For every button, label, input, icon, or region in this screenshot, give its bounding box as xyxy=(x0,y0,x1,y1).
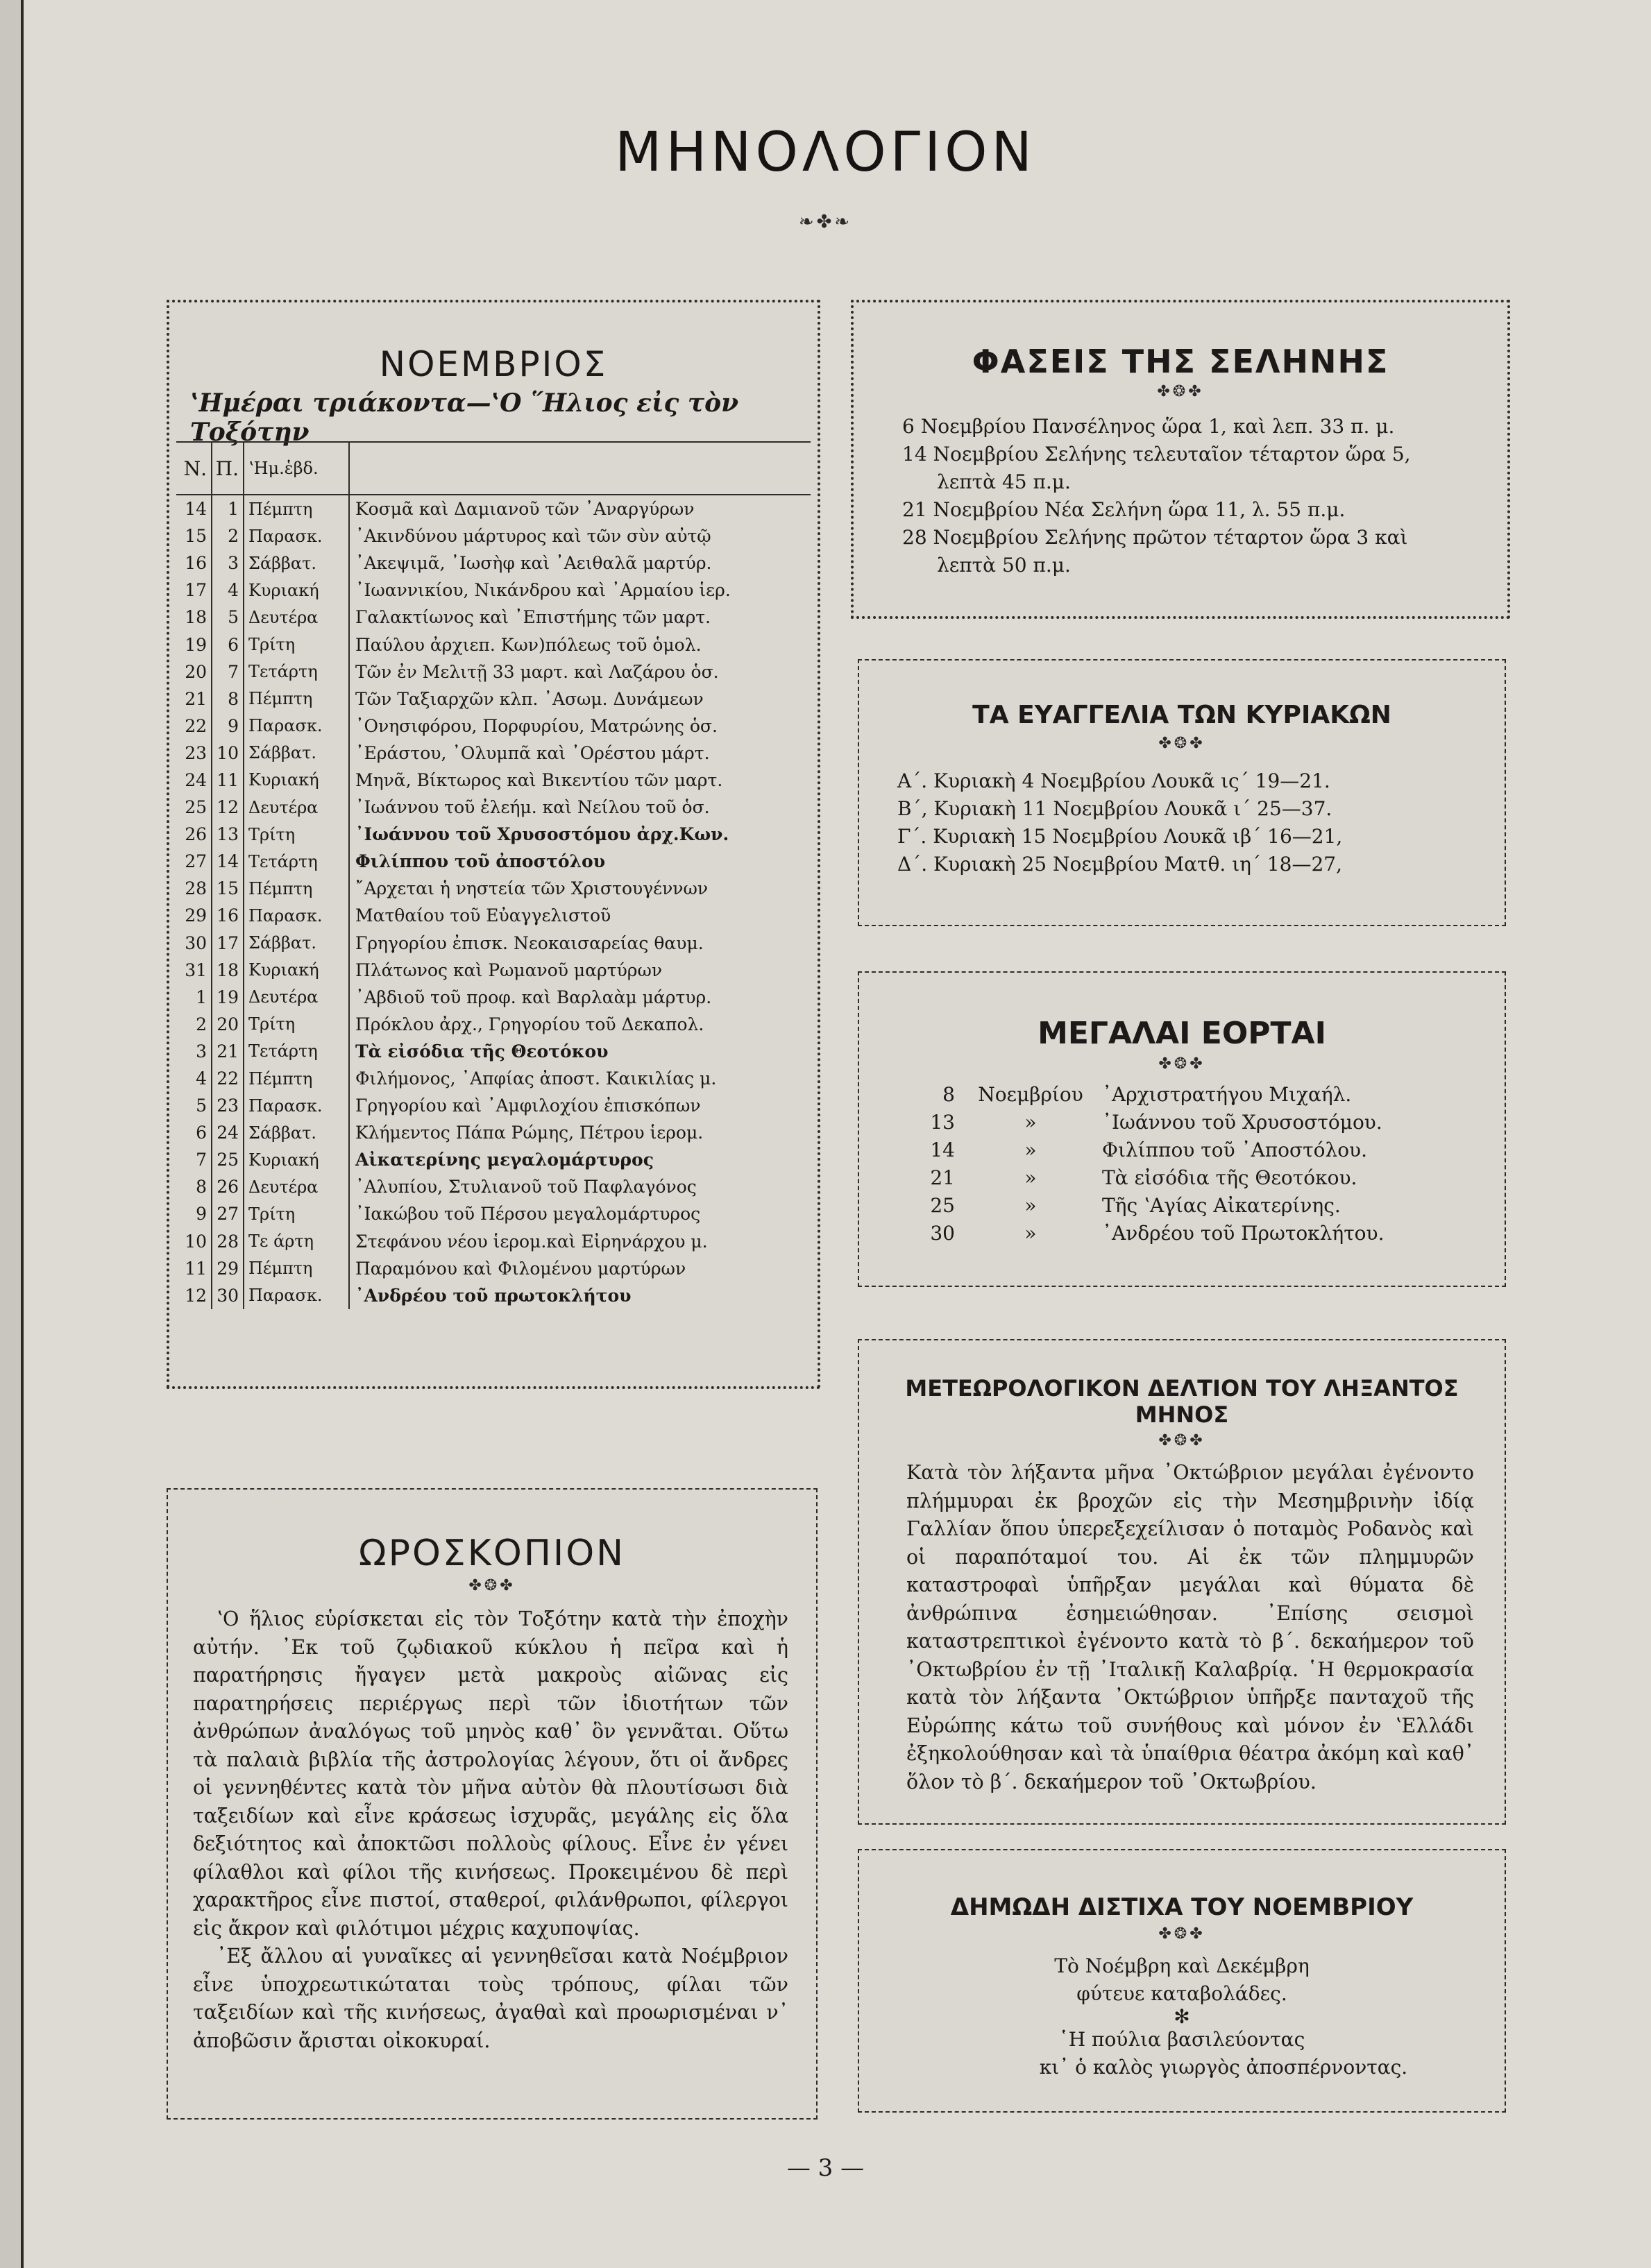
day-old-style: 18 xyxy=(212,957,244,984)
day-number: 4 xyxy=(176,1065,212,1092)
calendar-row xyxy=(176,577,811,604)
saints: Γρηγορίου ἐπισκ. Νεοκαισαρείας θαυμ. xyxy=(355,932,704,953)
weekday: Τετάρτη xyxy=(244,658,350,685)
calendar-header-row xyxy=(176,441,811,495)
calendar-subtitle: ʽΗμέραι τριάκοντα—ʽΟ ῞Ηλιος εἰς τὸν Τοξότην xyxy=(190,389,739,447)
feast-row xyxy=(913,1109,1491,1136)
weekday: Κυριακή xyxy=(244,577,350,604)
calendar-row xyxy=(176,875,811,902)
calendar-row xyxy=(176,1092,811,1119)
couplets-box xyxy=(858,1849,1506,2113)
day-old-style: 28 xyxy=(212,1228,244,1255)
gospel-line: Γ΄. Κυριακὴ 15 Νοεμβρίου Λουκᾶ ιβ΄ 16—21, xyxy=(897,825,1343,848)
feast-day: 25 xyxy=(930,1194,955,1217)
calendar-row xyxy=(176,604,811,631)
feast-name: Τὰ εἰσόδια τῆς Θεοτόκου. xyxy=(1102,1166,1357,1189)
weekday: Δευτέρα xyxy=(244,604,350,631)
weekday: Τετάρτη xyxy=(244,848,350,875)
couplet-line: Τὸ Νοέμβρη καὶ Δεκέμβρη xyxy=(1054,1954,1310,1977)
day-old-style: 12 xyxy=(212,794,244,821)
day-number: 29 xyxy=(176,902,212,929)
weekday: Τε άρτη xyxy=(244,1228,350,1255)
day-number: 5 xyxy=(176,1092,212,1119)
day-number: 23 xyxy=(176,740,212,767)
saints: Πρόκλου ἀρχ., Γρηγορίου τοῦ Δεκαπολ. xyxy=(355,1014,704,1034)
feast-name: ᾿Ιωάννου τοῦ Χρυσοστόμου. xyxy=(1102,1111,1382,1134)
couplets-lines xyxy=(859,1952,1505,2081)
weekday: Πέμπτη xyxy=(244,495,350,522)
day-old-style: 16 xyxy=(212,902,244,929)
moon-line: 21 Νοεμβρίου Νέα Σελήνη ὥρα 11, λ. 55 π.μ. xyxy=(902,498,1346,521)
day-old-style: 1 xyxy=(212,495,244,522)
saints: ῎Αρχεται ἡ νηστεία τῶν Χριστουγέννων xyxy=(355,878,709,899)
calendar-row xyxy=(176,740,811,767)
day-number: 2 xyxy=(176,1011,212,1038)
weekday: Παρασκ. xyxy=(244,713,350,740)
day-number: 24 xyxy=(176,767,212,794)
header-day: ʽΗμ.ἑβδ. xyxy=(244,443,350,494)
saints: Παραμόνου καὶ Φιλομένου μαρτύρων xyxy=(355,1258,686,1279)
day-number: 18 xyxy=(176,604,212,631)
day-number: 10 xyxy=(176,1228,212,1255)
horoscope-box xyxy=(167,1488,818,2120)
weekday: Σάββατ. xyxy=(244,1119,350,1146)
feast-day: 8 xyxy=(942,1083,955,1106)
day-old-style: 3 xyxy=(212,549,244,577)
weekday: Δευτέρα xyxy=(244,1173,350,1200)
calendar-box xyxy=(167,300,820,1389)
feast-row xyxy=(913,1220,1491,1247)
calendar-row xyxy=(176,1200,811,1227)
saints: Γρηγορίου καὶ ᾿Αμφιλοχίου ἐπισκόπων xyxy=(355,1095,701,1116)
calendar-row xyxy=(176,794,811,821)
weekday: Πέμπτη xyxy=(244,685,350,713)
calendar-row xyxy=(176,549,811,577)
moon-line: 28 Νοεμβρίου Σελήνης πρῶτον τέταρτον ὥρα 3 καὶ xyxy=(902,526,1408,549)
calendar-row xyxy=(176,713,811,740)
day-old-style: 29 xyxy=(212,1255,244,1282)
moon-lines xyxy=(854,400,1507,579)
moon-line: λεπτὰ 45 π.μ. xyxy=(937,470,1071,493)
weekday: Τετάρτη xyxy=(244,1038,350,1065)
day-old-style: 27 xyxy=(212,1200,244,1227)
weekday: Δευτέρα xyxy=(244,984,350,1011)
weekday: Τρίτη xyxy=(244,631,350,658)
calendar-row xyxy=(176,984,811,1011)
day-old-style: 24 xyxy=(212,1119,244,1146)
calendar-month: ΝΟΕΜΒΡΙΟΣ xyxy=(379,344,608,384)
day-number: 17 xyxy=(176,577,212,604)
title-ornament: ❧✤❧ xyxy=(798,212,853,232)
weather-title: ΜΕΤΕΩΡΟΛΟΓΙΚΟΝ ΔΕΛΤΙΟΝ ΤΟΥ ΛΗΞΑΝΤΟΣ ΜΗΝΟΣ xyxy=(905,1375,1459,1428)
day-old-style: 10 xyxy=(212,740,244,767)
saints: ᾿Ανδρέου τοῦ πρωτοκλήτου xyxy=(355,1285,632,1306)
day-old-style: 26 xyxy=(212,1173,244,1200)
saints: Παύλου ἀρχιεπ. Κων)πόλεως τοῦ ὁμολ. xyxy=(355,634,702,655)
weekday: Κυριακή xyxy=(244,1146,350,1173)
saints: Φιλίππου τοῦ ἀποστόλου xyxy=(355,851,606,872)
weekday: Πέμπτη xyxy=(244,875,350,902)
calendar-row xyxy=(176,658,811,685)
saints: ᾿Ακινδύνου μάρτυρος καὶ τῶν σὺν αὐτῷ xyxy=(355,526,711,547)
couplets-title: ΔΗΜΩΔΗ ΔΙΣΤΙΧΑ ΤΟΥ ΝΟΕΜΒΡΙΟΥ xyxy=(950,1893,1414,1921)
calendar-row xyxy=(176,767,811,794)
day-old-style: 13 xyxy=(212,821,244,848)
day-number: 3 xyxy=(176,1038,212,1065)
calendar-row xyxy=(176,1011,811,1038)
calendar-row xyxy=(176,1282,811,1309)
feast-day: 21 xyxy=(930,1166,955,1189)
day-number: 22 xyxy=(176,713,212,740)
day-old-style: 6 xyxy=(212,631,244,658)
calendar-table xyxy=(176,441,811,1309)
day-number: 25 xyxy=(176,794,212,821)
saints: Φιλήμονος, ᾿Απφίας ἀποστ. Καικιλίας μ. xyxy=(355,1068,717,1089)
horoscope-ornament: ✤❂✤ xyxy=(468,1577,516,1594)
calendar-row xyxy=(176,902,811,929)
saints: Γαλακτίωνος καὶ ᾿Επιστήμης τῶν μαρτ. xyxy=(355,607,711,628)
gospels-title: ΤΑ ΕΥΑΓΓΕΛΙΑ ΤΩΝ ΚΥΡΙΑΚΩΝ xyxy=(972,701,1391,729)
weekday: Κυριακή xyxy=(244,957,350,984)
feasts-title: ΜΕΓΑΛΑΙ ΕΟΡΤΑΙ xyxy=(1038,1016,1326,1051)
feast-day: 13 xyxy=(930,1111,955,1134)
day-old-style: 5 xyxy=(212,604,244,631)
calendar-rows xyxy=(176,495,811,1309)
calendar-row xyxy=(176,685,811,713)
gospel-line: Β΄, Κυριακὴ 11 Νοεμβρίου Λουκᾶ ι΄ 25—37. xyxy=(897,797,1332,820)
weekday: Τρίτη xyxy=(244,1011,350,1038)
page-number: — 3 — xyxy=(786,2154,865,2182)
day-number: 8 xyxy=(176,1173,212,1200)
saints: Τῶν Ταξιαρχῶν κλπ. ᾿Ασωμ. Δυνάμεων xyxy=(355,688,704,709)
day-old-style: 22 xyxy=(212,1065,244,1092)
saints: ᾿Ονησιφόρου, Πορφυρίου, Ματρώνης ὁσ. xyxy=(355,715,718,736)
moon-line: 14 Νοεμβρίου Σελήνης τελευταῖον τέταρτον ὥρα 5, xyxy=(902,443,1411,466)
gospels-lines xyxy=(859,752,1505,878)
saints: Ματθαίου τοῦ Εὐαγγελιστοῦ xyxy=(355,905,611,926)
weekday: Παρασκ. xyxy=(244,522,350,549)
calendar-row xyxy=(176,1173,811,1200)
saints: Τὰ εἰσόδια τῆς Θεοτόκου xyxy=(355,1041,609,1061)
weekday: Σάββατ. xyxy=(244,740,350,767)
calendar-row xyxy=(176,957,811,984)
saints: ᾿Αλυπίου, Στυλιανοῦ τοῦ Παφλαγόνος xyxy=(355,1177,697,1197)
page-title: ΜΗΝΟΛΟΓΙΟΝ xyxy=(615,121,1036,184)
day-old-style: 9 xyxy=(212,713,244,740)
saints: ᾿Ιωάννου τοῦ ἐλεήμ. καὶ Νείλου τοῦ ὁσ. xyxy=(355,797,710,818)
day-old-style: 15 xyxy=(212,875,244,902)
day-old-style: 23 xyxy=(212,1092,244,1119)
saints: Μηνᾶ, Βίκτωρος καὶ Βικεντίου τῶν μαρτ. xyxy=(355,769,723,790)
calendar-row xyxy=(176,1228,811,1255)
calendar-row xyxy=(176,1065,811,1092)
calendar-row xyxy=(176,848,811,875)
weekday: Πέμπτη xyxy=(244,1065,350,1092)
calendar-row xyxy=(176,821,811,848)
feast-name: Τῆς ʽΑγίας Αἰκατερίνης. xyxy=(1102,1194,1341,1217)
horoscope-body xyxy=(168,1594,816,2055)
feast-row xyxy=(913,1081,1491,1109)
weather-text: Κατὰ τὸν λήξαντα μῆνα ᾿Οκτώβριον μεγάλαι ἐγένοντο πλήμμυραι ἐκ βροχῶν εἰς τὴν Μεσημβρινὴν ἰδίᾳ Γαλλίαν ὅπου ὑπερεξεχείλισαν ὁ ποταμὸς Ροδανὸς καὶ οἱ παραπόταμοί του. Αἱ ἐκ τῶν πλημμυρῶν καταστροφαὶ ὑπῆρξαν μεγάλαι καὶ θύματα δὲ ἀνθρώπινα ἐσημειώθησαν. ᾿Επίσης σεισμοὶ καταστρεπτικοὶ ἐγένοντο κατὰ τὸ β΄. δεκαήμερον τοῦ ᾿Οκτωβρίου ἐν τῇ ᾿Ιταλικῇ Καλαβρίᾳ. ῾Η θερμοκρασία κατὰ τὸν λήξαντα ᾿Οκτώβριον ὑπῆρξε πανταχοῦ τῆς Εὐρώπης κάτω τοῦ συνήθους καὶ μόνον ἐν ʽΕλλάδι ἐξηκολούθησαν καὶ τὰ ὑπαίθρια θέατρα ἀκόμη καὶ καθ᾿ ὅλον τὸ β΄. δεκαήμερον τοῦ ᾿Οκτωβρίου. xyxy=(906,1461,1474,1793)
feast-row xyxy=(913,1192,1491,1220)
day-number: 1 xyxy=(176,984,212,1011)
day-number: 31 xyxy=(176,957,212,984)
horoscope-paragraph: ʽΟ ἥλιος εὑρίσκεται εἰς τὸν Τοξότην κατὰ τὴν ἐποχὴν αὐτήν. ᾿Εκ τοῦ ζῳδιακοῦ κύκλου ἡ πεῖρα καὶ ἡ παρατήρησις ἤγαγεν μετὰ μακροὺς αἰῶνας εἰς παρατηρήσεις περιέργως περὶ τῶν ἰδιοτήτων τῶν ἀνθρώπων ἀναλόγως τοῦ μηνὸς καθ᾿ ὃν γεννᾶται. Οὕτω τὰ παλαιὰ βιβλία τῆς ἀστρολογίας λέγουν, ὅτι οἱ ἄνδρες οἱ γεννηθέντες κατὰ τὸν μῆνα αὐτὸν θὰ πλουτίσωσι διὰ ταξειδίων καὶ εἶνε κράσεως ἰσχυρᾶς, μεγάλης εἰς ὅλα δεξιότητος καὶ ἀποκτῶσι πολλοὺς φίλους. Εἶνε ἐν γένει φίλαθλοι καὶ φίλοι τῆς κινήσεως. Προκειμένου δὲ περὶ χαρακτῆρος εἶνε πιστοί, σταθεροί, φιλάνθρωποι, φίλεργοι εἰς ἄκρον καὶ φιλότιμοι μέχρις καχυποψίας. xyxy=(193,1608,788,1940)
day-number: 27 xyxy=(176,848,212,875)
day-number: 15 xyxy=(176,522,212,549)
feast-month: » xyxy=(1024,1194,1037,1217)
saints: Κλήμεντος Πάπα Ρώμης, Πέτρου ἱερομ. xyxy=(355,1123,704,1143)
header-n: Ν. xyxy=(176,443,212,494)
saints: ᾿Ιωάννου τοῦ Χρυσοστόμου ἀρχ.Κων. xyxy=(355,824,729,845)
calendar-row xyxy=(176,1146,811,1173)
weekday: Παρασκ. xyxy=(244,1282,350,1309)
book-spine xyxy=(0,0,24,2268)
feast-day: 30 xyxy=(930,1222,955,1245)
moon-line: λεπτὰ 50 π.μ. xyxy=(937,554,1071,577)
feasts-ornament: ✤❂✤ xyxy=(1158,1055,1205,1073)
day-old-style: 30 xyxy=(212,1282,244,1309)
saints: Κοσμᾶ καὶ Δαμιανοῦ τῶν ᾿Αναργύρων xyxy=(355,499,695,520)
weekday: Σάββατ. xyxy=(244,930,350,957)
weekday: Παρασκ. xyxy=(244,902,350,929)
gospels-box xyxy=(858,659,1506,926)
day-old-style: 8 xyxy=(212,685,244,713)
feast-month: » xyxy=(1024,1222,1037,1245)
calendar-row xyxy=(176,1038,811,1065)
gospel-line: Α΄. Κυριακὴ 4 Νοεμβρίου Λουκᾶ ις΄ 19—21. xyxy=(897,769,1330,792)
saints: ᾿Εράστου, ᾿Ολυμπᾶ καὶ ᾿Ορέστου μάρτ. xyxy=(355,742,710,763)
couplet-line: φύτευε καταβολάδες. xyxy=(1076,1982,1287,2005)
couplet-line: κι᾿ ὁ καλὸς γιωργὸς ἀποσπέρνοντας. xyxy=(1039,2056,1408,2079)
weather-box xyxy=(858,1339,1506,1825)
feast-name: Φιλίππου τοῦ ᾿Αποστόλου. xyxy=(1102,1139,1367,1161)
feast-name: ᾿Αρχιστρατήγου Μιχαήλ. xyxy=(1102,1083,1352,1106)
day-number: 9 xyxy=(176,1200,212,1227)
saints: Στεφάνου νέου ἱερομ.καὶ Εἰρηνάρχου μ. xyxy=(355,1231,708,1252)
day-old-style: 25 xyxy=(212,1146,244,1173)
horoscope-paragraph: ᾿Εξ ἄλλου αἱ γυναῖκες αἱ γεννηθεῖσαι κατὰ Νοέμβριον εἶνε ὑποχρεωτικώταται τοὺς τρόπους, φίλαι τῶν ταξειδίων καὶ τῆς κινήσεως, ἀγαθαὶ καὶ προωρισμέναι ν᾿ ἀποβῶσιν ἄρισται οἰκοκυραί. xyxy=(193,1945,788,2052)
weekday: Σάββατ. xyxy=(244,549,350,577)
saints: ᾿Ιωαννικίου, Νικάνδρου καὶ ᾿Αρμαίου ἱερ. xyxy=(355,580,731,601)
day-number: 16 xyxy=(176,549,212,577)
saints: Τῶν ἐν Μελιτῇ 33 μαρτ. καὶ Λαζάρου ὁσ. xyxy=(355,661,719,682)
feasts-box xyxy=(858,971,1506,1287)
day-old-style: 11 xyxy=(212,767,244,794)
weekday: Κυριακή xyxy=(244,767,350,794)
calendar-row xyxy=(176,1119,811,1146)
couplet-star: ✻ xyxy=(1174,2005,1190,2028)
day-old-style: 21 xyxy=(212,1038,244,1065)
day-number: 6 xyxy=(176,1119,212,1146)
day-number: 7 xyxy=(176,1146,212,1173)
day-old-style: 7 xyxy=(212,658,244,685)
feast-month: » xyxy=(1024,1111,1037,1134)
day-old-style: 2 xyxy=(212,522,244,549)
weekday: Πέμπτη xyxy=(244,1255,350,1282)
feast-row xyxy=(913,1164,1491,1192)
day-old-style: 14 xyxy=(212,848,244,875)
moon-line: 6 Νοεμβρίου Πανσέληνος ὥρα 1, καὶ λεπ. 33 π. μ. xyxy=(902,415,1395,438)
day-number: 14 xyxy=(176,495,212,522)
couplets-ornament: ✤❂✤ xyxy=(1158,1925,1205,1943)
feast-month: Νοεμβρίου xyxy=(978,1083,1083,1106)
calendar-row xyxy=(176,1255,811,1282)
day-number: 11 xyxy=(176,1255,212,1282)
weekday: Τρίτη xyxy=(244,821,350,848)
calendar-row xyxy=(176,522,811,549)
header-p: Π. xyxy=(212,443,244,494)
gospel-line: Δ΄. Κυριακὴ 25 Νοεμβρίου Ματθ. ιη΄ 18—27, xyxy=(897,853,1343,876)
day-old-style: 19 xyxy=(212,984,244,1011)
gospels-ornament: ✤❂✤ xyxy=(1158,735,1205,752)
feast-month: » xyxy=(1024,1166,1037,1189)
feasts-list xyxy=(859,1073,1505,1247)
day-number: 19 xyxy=(176,631,212,658)
feast-row xyxy=(913,1136,1491,1164)
day-old-style: 17 xyxy=(212,930,244,957)
saints: ᾿Αβδιοῦ τοῦ προφ. καὶ Βαρλαὰμ μάρτυρ. xyxy=(355,987,712,1007)
calendar-row xyxy=(176,631,811,658)
weekday: Δευτέρα xyxy=(244,794,350,821)
feast-name: ᾿Ανδρέου τοῦ Πρωτοκλήτου. xyxy=(1102,1222,1385,1245)
saints: ᾿Ακεψιμᾶ, ᾿Ιωσὴφ καὶ ᾿Αειθαλᾶ μαρτύρ. xyxy=(355,553,712,574)
day-number: 12 xyxy=(176,1282,212,1309)
moon-phases-box xyxy=(851,300,1510,619)
saints: Πλάτωνος καὶ Ρωμανοῦ μαρτύρων xyxy=(355,960,663,980)
calendar-row xyxy=(176,930,811,957)
feast-day: 14 xyxy=(930,1139,955,1161)
day-number: 30 xyxy=(176,930,212,957)
day-old-style: 20 xyxy=(212,1011,244,1038)
weekday: Παρασκ. xyxy=(244,1092,350,1119)
moon-ornament: ✤❂✤ xyxy=(1157,383,1204,400)
day-number: 26 xyxy=(176,821,212,848)
day-number: 28 xyxy=(176,875,212,902)
weather-ornament: ✤❂✤ xyxy=(1158,1432,1205,1449)
calendar-row xyxy=(176,495,811,522)
day-old-style: 4 xyxy=(212,577,244,604)
day-number: 21 xyxy=(176,685,212,713)
couplet-line: ῾Η πούλια βασιλεύοντας xyxy=(1058,2028,1305,2051)
horoscope-title: ΩΡΟΣΚΟΠΙΟΝ xyxy=(358,1533,626,1574)
day-number: 20 xyxy=(176,658,212,685)
saints: Αἰκατερίνης μεγαλομάρτυρος xyxy=(355,1150,654,1170)
weekday: Τρίτη xyxy=(244,1200,350,1227)
feast-month: » xyxy=(1024,1139,1037,1161)
moon-title: ΦΑΣΕΙΣ ΤΗΣ ΣΕΛΗΝΗΣ xyxy=(972,343,1389,380)
saints: ᾿Ιακώβου τοῦ Πέρσου μεγαλομάρτυρος xyxy=(355,1204,701,1225)
